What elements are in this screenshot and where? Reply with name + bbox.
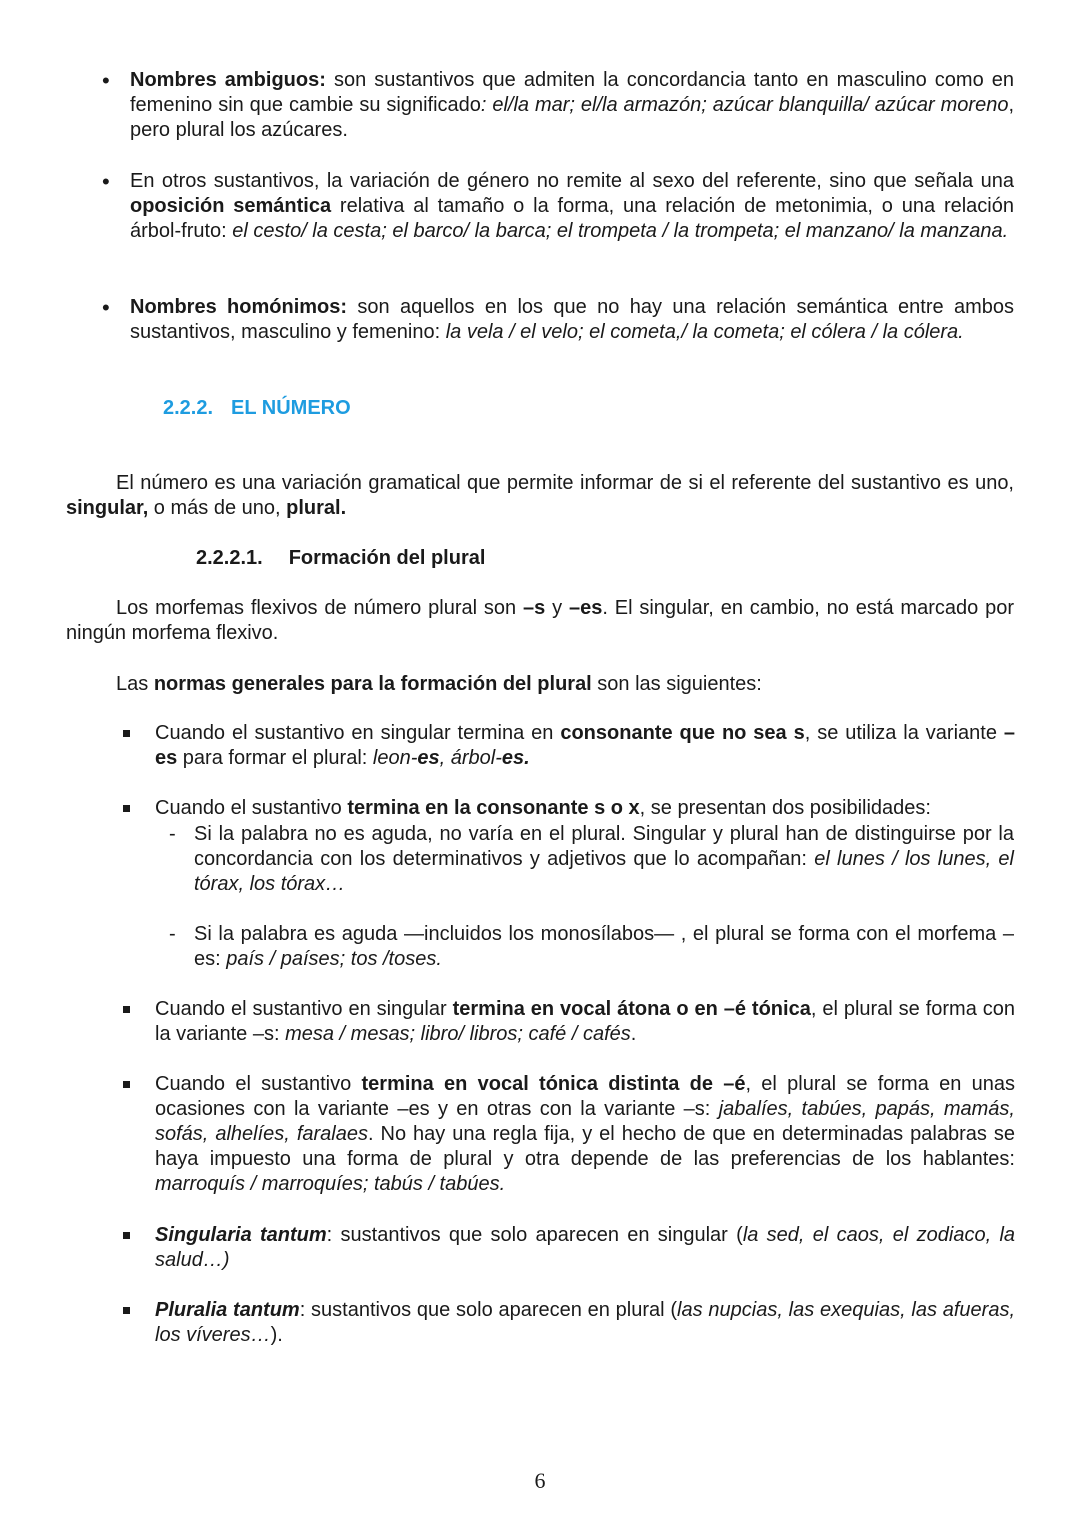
text: , el plural se forma con la variante –s:	[155, 998, 1015, 1045]
text: , pero plural los azúcares.	[130, 94, 1015, 141]
examples: : el/la mar; el/la armazón; azúcar blanquilla/ azúcar moreno	[480, 94, 1009, 116]
bullet-oposicion	[130, 169, 1014, 244]
intro-paragraph	[66, 471, 1014, 521]
text: Cuando el sustantivo	[155, 1073, 362, 1095]
example-suffix: es.	[501, 747, 530, 769]
rule-s-x-no-aguda	[194, 822, 1014, 897]
term-singular: singular,	[66, 497, 149, 519]
term: termina en la consonante s o x	[347, 797, 640, 819]
text: .	[630, 1023, 637, 1045]
text: Los morfemas flexivos de número plural son	[116, 597, 523, 619]
term-oposicion: oposición semántica	[130, 195, 332, 217]
rule-s-x-aguda	[194, 922, 1014, 972]
example: marroquís / marroquíes; tabús / tabúes.	[155, 1173, 506, 1195]
example: país / países; tos /toses.	[226, 948, 442, 970]
example: , árbol-	[439, 747, 502, 769]
example: jabalíes, tabúes, papás, mamás, sofás, alhelíes, faralaes	[155, 1098, 1015, 1145]
example: leon-	[372, 747, 418, 769]
square-bullet	[123, 730, 130, 737]
subsection-heading	[196, 546, 485, 571]
morpheme-s: –s	[523, 597, 546, 619]
example: las nupcias, las exequias, las afueras, los víveres…	[155, 1299, 1016, 1346]
term-homonimos: Nombres homónimos:	[130, 296, 348, 318]
text: Las	[116, 673, 154, 695]
square-bullet	[123, 805, 130, 812]
rule-vocal-atona	[155, 997, 1015, 1047]
subsection-title: Formación del plural	[288, 547, 486, 569]
example: mesa / mesas; libro/ libros; café / cafés	[285, 1023, 631, 1045]
examples: la vela / el velo; el cometa,/ la cometa; el cólera / la cólera.	[445, 321, 964, 343]
example-suffix: es	[417, 747, 440, 769]
bullet-ambiguos	[130, 68, 1014, 143]
text: Si la palabra no es aguda, no varía en el plural. Singular y plural han de distinguirse por la concordancia con los determinativos y adjetivos que lo acompañan:	[194, 823, 1014, 870]
text: y	[545, 597, 569, 619]
text: , se utiliza la variante	[804, 722, 1004, 744]
term: termina en vocal átona o en –é tónica	[452, 998, 811, 1020]
text: Cuando el sustantivo en singular termina en	[155, 722, 561, 744]
text: para formar el plural:	[177, 747, 373, 769]
text: , se presentan dos posibilidades:	[639, 797, 931, 819]
rule-s-x	[155, 796, 1015, 821]
term-plural: plural.	[286, 497, 347, 519]
text: Cuando el sustantivo	[155, 797, 348, 819]
example: la sed, el caos, el zodiaco, la salud…)	[155, 1224, 1016, 1271]
example: el lunes / los lunes, el tórax, los tórax…	[194, 848, 1014, 895]
text: son las siguientes:	[591, 673, 762, 695]
morpheme-es: –es	[155, 722, 1015, 769]
subsection-number: 2.2.2.1.	[196, 547, 263, 569]
rule-singularia	[155, 1223, 1015, 1273]
square-bullet	[123, 1081, 130, 1088]
text: : sustantivos que solo aparecen en singular (	[326, 1224, 743, 1246]
section-number: 2.2.2.	[163, 397, 214, 419]
text: ).	[270, 1324, 283, 1346]
text: Cuando el sustantivo en singular	[155, 998, 453, 1020]
section-title: EL NÚMERO	[231, 397, 351, 419]
dash-bullet: -	[169, 823, 176, 845]
morfemas-paragraph	[66, 596, 1014, 646]
term-ambiguos: Nombres ambiguos:	[130, 69, 326, 91]
text: . El singular, en cambio, no está marcado por ningún morfema flexivo.	[66, 597, 1014, 644]
morpheme-es: –es	[568, 597, 603, 619]
term: consonante que no sea s	[560, 722, 805, 744]
dash-bullet: -	[169, 923, 176, 945]
bullet-dot: •	[102, 169, 110, 194]
text: son sustantivos que admiten la concordancia tanto en masculino como en femenino sin que cambie su significado	[130, 69, 1015, 116]
bullet-dot: •	[102, 68, 110, 93]
examples: el cesto/ la cesta; el barco/ la barca; el trompeta / la trompeta; el manzano/ la manzana.	[232, 220, 1009, 242]
term-normas: normas generales para la formación del plural	[153, 673, 592, 695]
rule-pluralia	[155, 1298, 1015, 1348]
text: Si la palabra es aguda —incluidos los monosílabos— , el plural se forma con el morfema –es:	[194, 923, 1014, 970]
page-number: 6	[534, 1468, 546, 1493]
text: , el plural se forma en unas ocasiones con la variante –es y en otras con la variante –s:	[155, 1073, 1016, 1120]
rule-vocal-tonica	[155, 1072, 1015, 1197]
section-heading	[163, 396, 351, 421]
term: Singularia tantum	[155, 1224, 327, 1246]
text: : sustantivos que solo aparecen en plural (	[299, 1299, 678, 1321]
bullet-dot: •	[102, 295, 110, 320]
term: termina en vocal tónica distinta de –é	[361, 1073, 746, 1095]
text: o más de uno,	[148, 497, 287, 519]
text: son aquellos en los que no hay una relación semántica entre ambos sustantivos, masculino y femenino:	[130, 296, 1014, 343]
rule-consonante	[155, 721, 1015, 771]
bullet-homonimos	[130, 295, 1014, 345]
text: relativa al tamaño o la forma, una relación de metonimia, o una relación árbol-fruto:	[130, 195, 1014, 242]
text: . No hay una regla fija, y el hecho de que en determinadas palabras se haya impuesto una forma de plural y otra depende de las preferencias de los hablantes:	[155, 1123, 1015, 1170]
text: En otros sustantivos, la variación de género no remite al sexo del referente, sino que señala una	[130, 170, 1014, 192]
normas-paragraph	[66, 672, 1014, 697]
term: Pluralia tantum	[155, 1299, 300, 1321]
square-bullet	[123, 1006, 130, 1013]
text: El número es una variación gramatical que permite informar de si el referente del sustantivo es uno,	[116, 472, 1014, 494]
square-bullet	[123, 1232, 130, 1239]
square-bullet	[123, 1307, 130, 1314]
